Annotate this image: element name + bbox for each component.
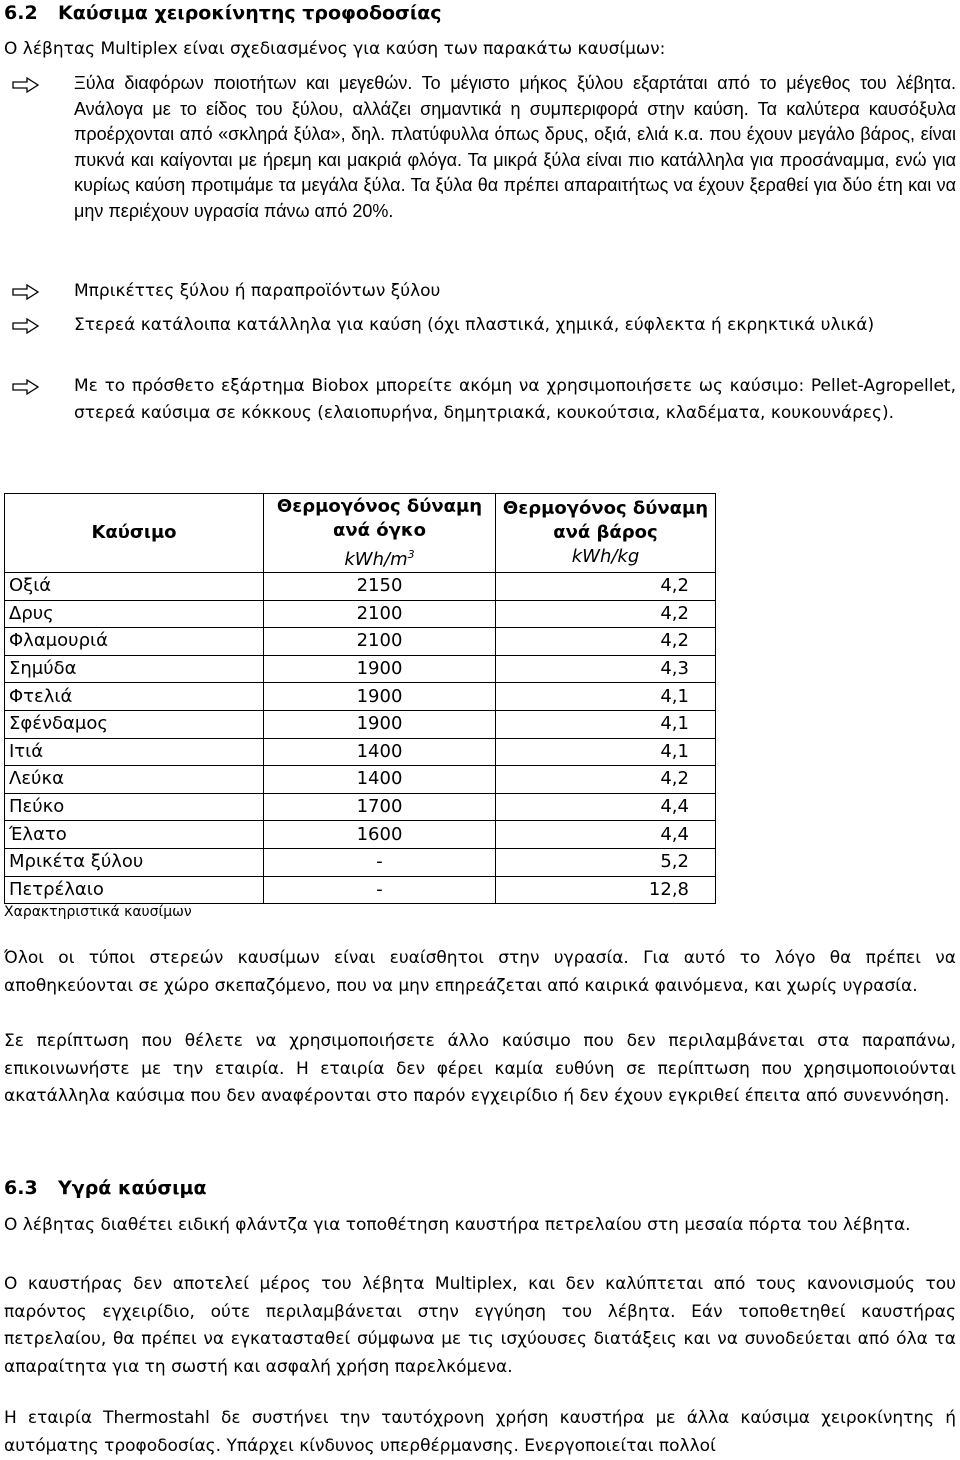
volume-value-cell: 1900 [264, 655, 496, 683]
header-fuel [5, 494, 264, 573]
table-caption: Χαρακτηριστικά καυσίμων [4, 904, 192, 920]
fuel-name-cell: Ιτιά [5, 738, 264, 766]
header-fuel-label: Καύσιμο [91, 522, 177, 543]
bullet-text: Στερεά κατάλοιπα κατάλληλα για καύση (όχι πλαστικά, χημικά, εύφλεκτα ή εκρηκτικά υλικά) [74, 315, 875, 335]
section-title: Υγρά καύσιμα [58, 1177, 207, 1199]
volume-unit-text: kWh/m [344, 548, 408, 570]
fuel-name-cell: Πεύκο [5, 793, 264, 821]
table-row [5, 876, 716, 904]
fuel-name-cell: Έλατο [5, 821, 264, 849]
section-title: Καύσιμα χειροκίνητης τροφοδοσίας [58, 2, 442, 24]
table-row [5, 710, 716, 738]
header-volume [264, 494, 496, 573]
table-row [5, 573, 716, 601]
weight-value-cell: 12,8 [496, 876, 716, 904]
section-6-2-heading [4, 2, 442, 24]
header-weight [496, 494, 716, 573]
table-row [5, 793, 716, 821]
weight-value-cell: 4,2 [496, 628, 716, 656]
table-row [5, 655, 716, 683]
weight-value-cell: 4,1 [496, 738, 716, 766]
weight-value-cell: 4,2 [496, 573, 716, 601]
volume-value-cell: 1400 [264, 766, 496, 794]
fuel-name-cell: Φλαμουριά [5, 628, 264, 656]
arrow-right-icon [12, 318, 40, 334]
arrow-right-icon [12, 379, 40, 395]
header-weight-unit: kWh/kg [571, 546, 640, 567]
volume-value-cell: - [264, 848, 496, 876]
volume-value-cell: 1900 [264, 710, 496, 738]
header-volume-line1: Θερμογόνος δύναμη [276, 495, 483, 517]
table-row [5, 600, 716, 628]
fuel-name-cell: Λεύκα [5, 766, 264, 794]
bullet-item [4, 373, 956, 426]
bullet-text: Ξύλα διαφόρων ποιοτήτων και μεγεθών. Το μέγιστο μήκος ξύλου εξαρτάται από το μέγεθος του λέβητα. Ανάλογα με το είδος του ξύλου, αλλάζει σημαντικά η συμπεριφορά στην καύση. Τα καλύτερα καυσόξυλα προέρχονται από «σκληρά ξύλα», δηλ. πλατύφυλλα όπως δρυς, οξιά, ελιά κ.α. που έχουν μεγάλο βάρος, είναι πυκνά και καίγονται με ήρεμη και μακριά φλόγα. Τα μικρά ξύλα είναι πιο κατάλληλα για προσάναμμα, ενώ για κυρίως καύση προτιμάμε τα μεγάλα ξύλα. Τα ξύλα θα πρέπει απαραιτήτως να έχουν ξεραθεί για δύο έτη και να μην περιέχουν υγρασία πάνω από 20%. [74, 73, 956, 221]
paragraph-warning: Η εταιρία Thermostahl δε συστήνει την ταυτόχρονη χρήση καυστήρα με άλλα καύσιμα χειροκίνητης ή αυτόματης τροφοδοσίας. Υπάρχει κίνδυνος υπερθέρμανσης. Ενεργοποιείται πολλοί [4, 1408, 956, 1456]
volume-value-cell: 1900 [264, 683, 496, 711]
volume-value-cell: 2100 [264, 628, 496, 656]
arrow-right-icon [12, 284, 40, 300]
volume-unit-sup: 3 [407, 547, 415, 561]
paragraph-moisture: Όλοι οι τύποι στερεών καυσίμων είναι ευαίσθητοι στην υγρασία. Για αυτό το λόγο θα πρέπει να αποθηκεύονται σε χώρο σκεπαζόμενο, που να μην επηρεάζεται από καιρικά φαινόμενα, και χωρίς υγρασία. [4, 948, 956, 996]
weight-value-cell: 4,4 [496, 821, 716, 849]
weight-value-cell: 4,2 [496, 600, 716, 628]
bullet-item [4, 312, 956, 339]
paragraph-flange: Ο λέβητας διαθέτει ειδική φλάντζα για τοποθέτηση καυστήρα πετρελαίου στη μεσαία πόρτα του λέβητα. [4, 1215, 911, 1235]
intro-paragraph: Ο λέβητας Multiplex είναι σχεδιασμένος για καύση των παρακάτω καυσίμων: [4, 39, 666, 59]
paragraph-burner: Ο καυστήρας δεν αποτελεί μέρος του λέβητα Multiplex, και δεν καλύπτεται από τους κανονισμούς του παρόντος εγχειρίδιο, ούτε περιλαμβάνεται στην εγγύηση του λέβητα. Εάν τοποθετηθεί καυστήρας πετρελαίου, θα πρέπει να εγκατασταθεί σύμφωνα με τις ισχύουσες διατάξεις και να συνοδεύεται από όλα τα απαραίτητα για τη σωστή και ασφαλή χρήση παρελκόμενα. [4, 1274, 956, 1377]
weight-value-cell: 4,2 [496, 766, 716, 794]
paragraph-other-fuel: Σε περίπτωση που θέλετε να χρησιμοποιήσετε άλλο καύσιμο που δεν περιλαμβάνεται στα παραπάνω, επικοινωνήστε με την εταιρία. Η εταιρία δεν φέρει καμία ευθύνη σε περίπτωση που χρησιμοποιούνται ακατάλληλα καύσιμα που δεν αναφέρονται στο παρόν εγχειρίδιο ή δεν έχουν εγκριθεί έπειτα από συνεννόηση. [4, 1031, 956, 1106]
bullet-item [4, 278, 956, 305]
weight-value-cell: 5,2 [496, 848, 716, 876]
arrow-right-icon [12, 77, 40, 93]
table-header-row [5, 494, 716, 573]
section-number: 6.2 [4, 2, 38, 24]
fuel-name-cell: Δρυς [5, 600, 264, 628]
fuel-name-cell: Οξιά [5, 573, 264, 601]
volume-value-cell: 1400 [264, 738, 496, 766]
volume-value-cell: 1700 [264, 793, 496, 821]
bullet-text: Μπρικέττες ξύλου ή παραπροϊόντων ξύλου [74, 281, 441, 301]
section-6-3-heading [4, 1177, 207, 1199]
weight-value-cell: 4,3 [496, 655, 716, 683]
volume-value-cell: 2100 [264, 600, 496, 628]
table-row [5, 628, 716, 656]
header-weight-line2: ανά βάρος [553, 522, 658, 543]
volume-value-cell: - [264, 876, 496, 904]
table-row [5, 738, 716, 766]
bullet-item [4, 71, 956, 224]
fuel-name-cell: Πετρέλαιο [5, 876, 264, 904]
header-weight-line1: Θερμογόνος δύναμη [502, 498, 709, 519]
header-volume-line2: ανά όγκο [332, 519, 427, 541]
fuel-table-body [5, 573, 716, 904]
fuel-name-cell: Φτελιά [5, 683, 264, 711]
volume-value-cell: 2150 [264, 573, 496, 601]
fuel-table [4, 493, 716, 904]
fuel-name-cell: Σφένδαμος [5, 710, 264, 738]
weight-value-cell: 4,4 [496, 793, 716, 821]
table-row [5, 821, 716, 849]
table-row [5, 848, 716, 876]
fuel-name-cell: Μρικέτα ξύλου [5, 848, 264, 876]
fuel-name-cell: Σημύδα [5, 655, 264, 683]
table-row [5, 683, 716, 711]
bullet-text: Με το πρόσθετο εξάρτημα Biobox μπορείτε ακόμη να χρησιμοποιήσετε ως καύσιμο: Pellet-Agropellet, στερεά καύσιμα σε κόκκους (ελαιοπυρήνα, δημητριακά, κουκούτσια, κλαδέματα, κουκουνάρες). [74, 376, 956, 423]
header-volume-unit [268, 543, 491, 572]
section-number: 6.3 [4, 1177, 38, 1199]
table-row [5, 766, 716, 794]
weight-value-cell: 4,1 [496, 683, 716, 711]
volume-value-cell: 1600 [264, 821, 496, 849]
weight-value-cell: 4,1 [496, 710, 716, 738]
